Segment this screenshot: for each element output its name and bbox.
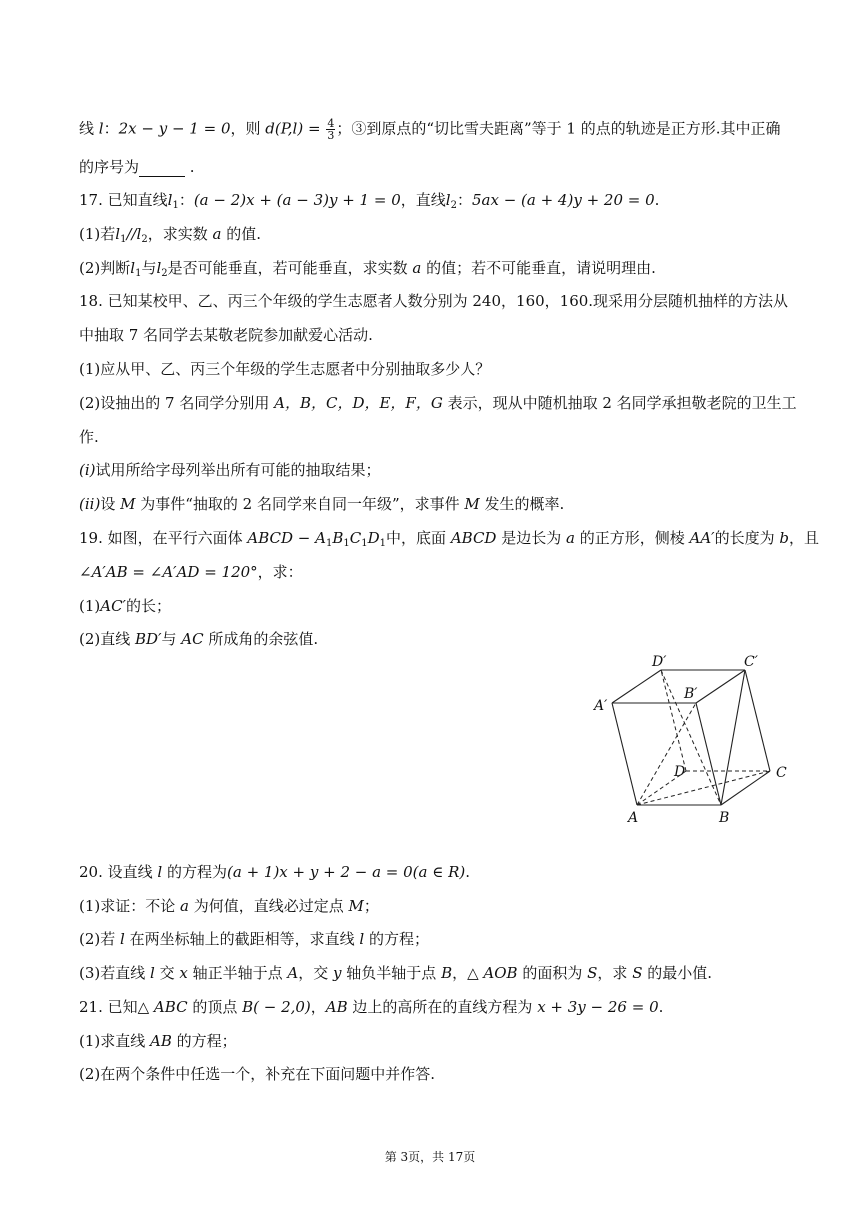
q18-part-2-ii: (ii)设 M 为事件“抽取的 2 名同学来自同一年级”，求事件 M 发生的概率. [79, 495, 565, 513]
q17-part-2: (2)判断$l_1$与$l_2$是否可能垂直，若可能垂直，求实数 a 的值；若不可能垂直，请说明理由. [79, 259, 656, 279]
parallelepiped-figure [588, 650, 803, 825]
q17-stem: 17. 已知直线$l_1$：(a − 2)x + (a − 3)y + 1 = 0，直线$l_2$：5ax − (a + 4)y + 20 = 0. [79, 191, 660, 211]
q18-part-2: (2)设抽出的 7 名同学分别用 A，B，C，D，E，F，G 表示，现从中随机抽取 2 名同学承担敬老院的卫生工 [79, 394, 797, 412]
q16-line-1: 线 l：2x − y − 1 = 0，则 d(P,l) = $\frac{4}{3}$ ；③到原点的“切比雪夫距离”等于 1 的点的轨迹是正方形.其中正确 [79, 117, 781, 142]
vertex-label-a: A [628, 810, 639, 825]
vertex-label-a-prime: A′ [594, 698, 608, 714]
q20-part-2: (2)若 l 在两坐标轴上的截距相等，求直线 l 的方程； [79, 930, 429, 948]
q20-part-1: (1)求证：不论 a 为何值，直线必过定点 M； [79, 897, 379, 915]
q21-stem: 21. 已知△ ABC 的顶点 B( − 2,0)，AB 边上的高所在的直线方程为 x + 3y − 26 = 0. [79, 998, 664, 1016]
q20-part-3: (3)若直线 l 交 x 轴正半轴于点 A，交 y 轴负半轴于点 B，△ AOB 的面积为 S，求 S 的最小值. [79, 964, 713, 982]
vertex-label-d-prime: D′ [652, 654, 667, 670]
q19-part-2: (2)直线 BD′与 AC 所成角的余弦值. [79, 630, 319, 648]
vertex-label-b-prime: B′ [684, 686, 698, 702]
q18-part-2-cont: 作. [79, 428, 99, 446]
q18-stem-1: 18. 已知某校甲、乙、丙三个年级的学生志愿者人数分别为 240，160，160.现采用分层随机抽样的方法从 [79, 292, 789, 310]
q17-part-1: (1)若$l_1//l_2$，求实数 a 的值. [79, 225, 261, 245]
page-footer: 第 3页，共 17页 [384, 1150, 476, 1164]
vertex-label-c: C [776, 765, 787, 781]
q20-stem: 20. 设直线 l 的方程为(a + 1)x + y + 2 − a = 0(a ∈ R). [79, 863, 471, 881]
fraction-4-3: $\frac{4}{3}$ [327, 117, 335, 142]
q21-part-2: (2)在两个条件中任选一个，补充在下面问题中并作答. [79, 1065, 436, 1083]
vertex-label-b: B [719, 810, 730, 825]
q18-part-1: (1)应从甲、乙、丙三个年级的学生志愿者中分别抽取多少人？ [79, 360, 491, 378]
q19-stem-1: 19. 如图，在平行六面体 ABCD − $A_1B_1C_1D_1$中，底面 ABCD 是边长为 a 的正方形，侧棱 AA′的长度为 b，且 [79, 529, 819, 549]
q16-line-2: 的序号为 . [79, 158, 195, 176]
q21-part-1: (1)求直线 AB 的方程； [79, 1032, 237, 1050]
answer-blank[interactable] [139, 162, 185, 177]
vertex-label-c-prime: C′ [744, 654, 758, 670]
q19-part-1: (1)AC′的长； [79, 597, 171, 615]
q19-stem-2: ∠A′AB = ∠A′AD = 120°，求： [79, 563, 303, 581]
q18-stem-2: 中抽取 7 名同学去某敬老院参加献爱心活动. [79, 326, 373, 344]
q18-part-2-i: (i)试用所给字母列举出所有可能的抽取结果； [79, 461, 381, 479]
vertex-label-d: D [674, 764, 686, 780]
